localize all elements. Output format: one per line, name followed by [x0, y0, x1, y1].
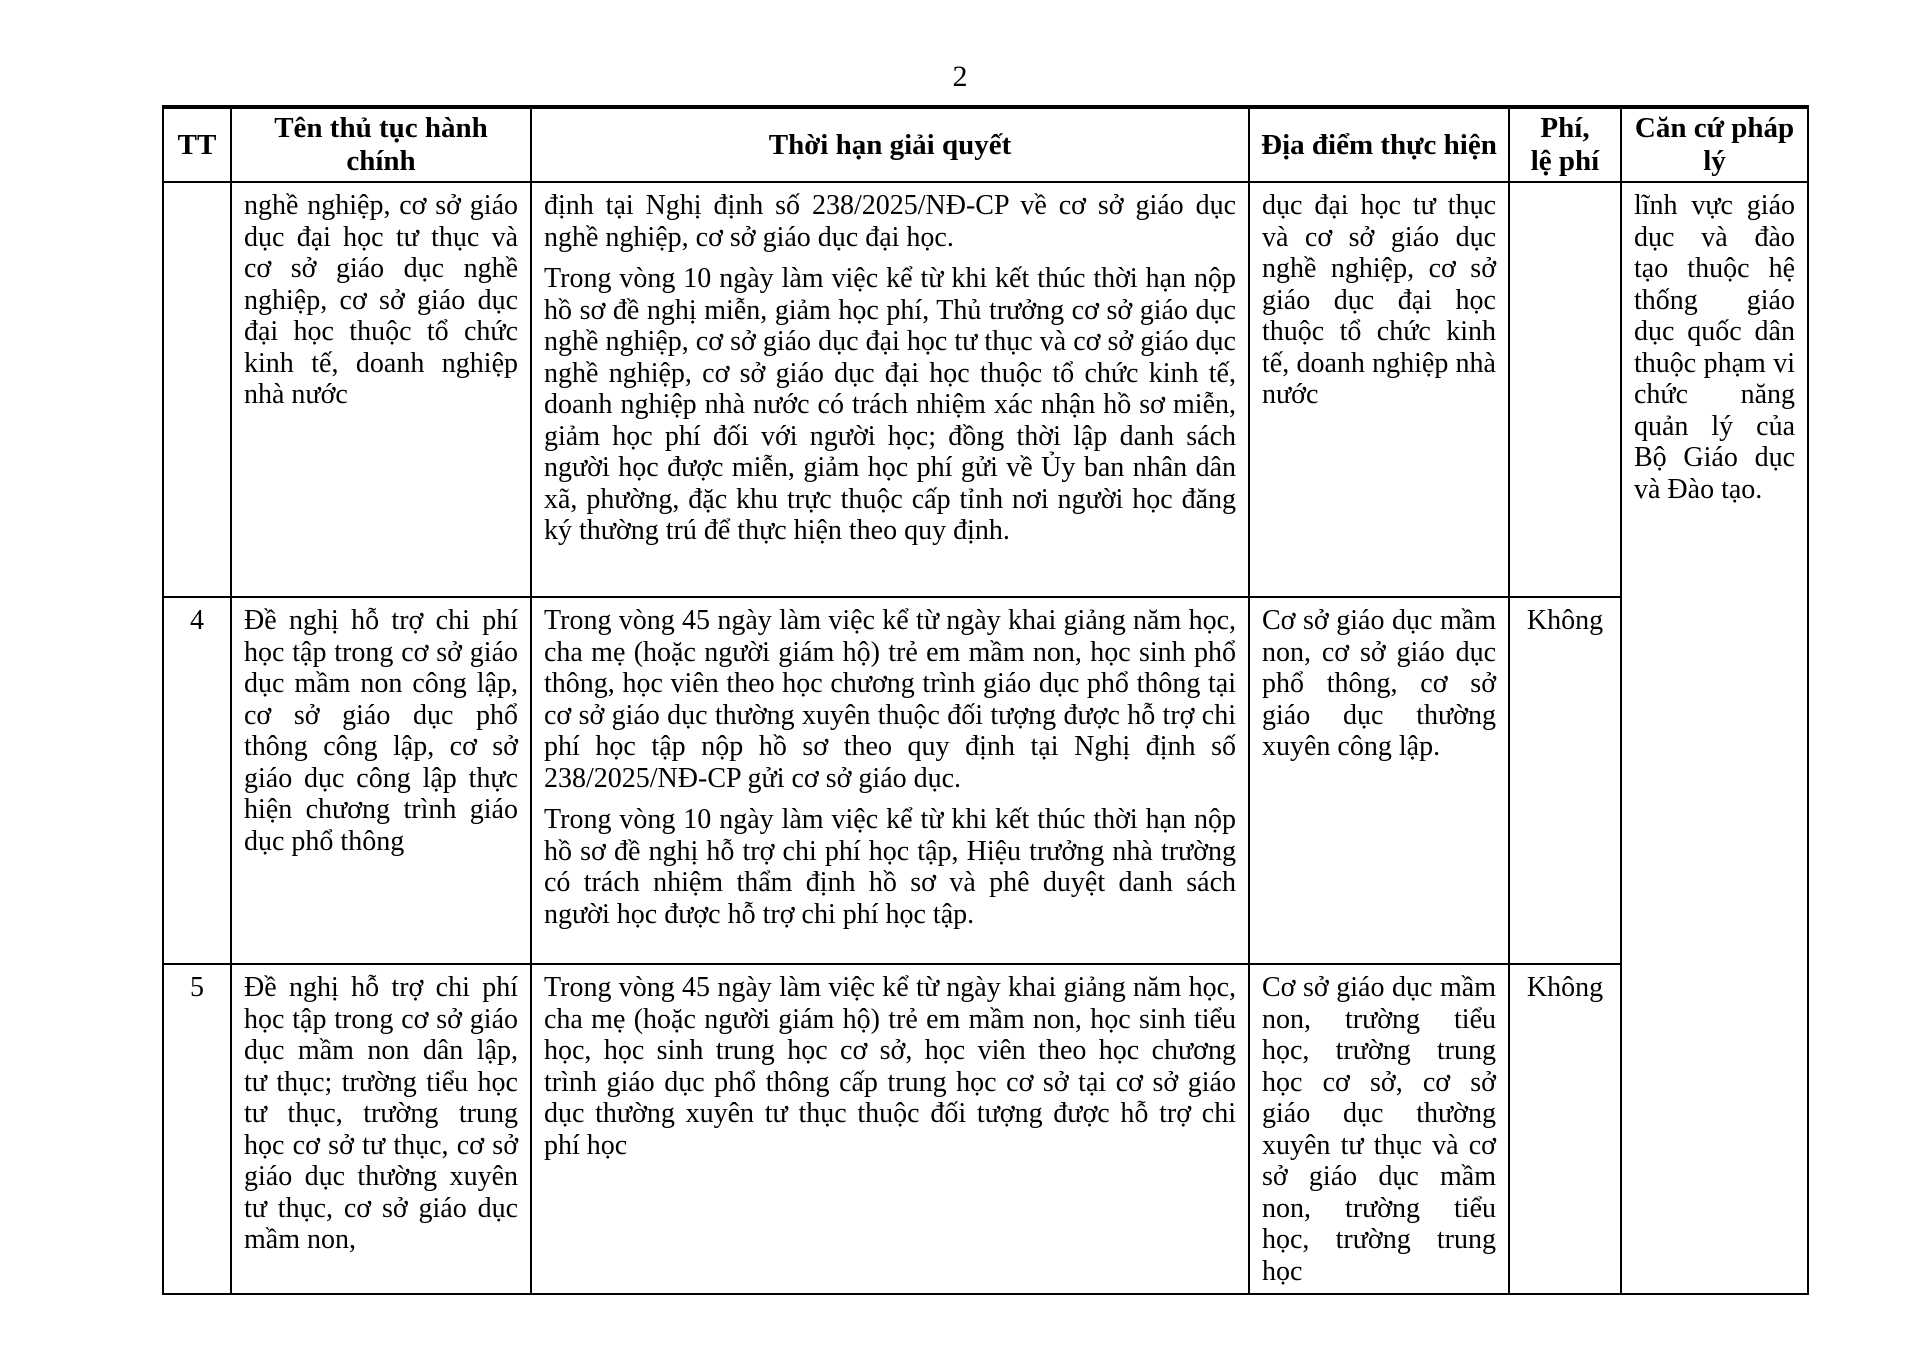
procedure-name-text: Đề nghị hỗ trợ chi phí học tập trong cơ sở giáo dục mầm non dân lập, tư thục; trường tiểu học tư thục, trường trung học cơ sở tư thục, cơ sở giáo dục thường xuyên tư thục, cơ sở giáo dục mầm non, — [244, 972, 518, 1255]
resolution-time-paragraph: Trong vòng 45 ngày làm việc kể từ ngày khai giảng năm học, cha mẹ (hoặc người giám hộ) trẻ em mầm non, học sinh tiểu học, học sinh trung học cơ sở, học viên theo học chương trình giáo dục phổ thông cấp trung học cơ sở tại cơ sở giáo dục thường xuyên tư thục thuộc đối tượng được hỗ trợ chi phí học — [544, 972, 1236, 1161]
column-header-fee — [1509, 107, 1621, 182]
page-number: 2 — [952, 60, 968, 93]
resolution-time-paragraph: Trong vòng 45 ngày làm việc kể từ ngày khai giảng năm học, cha mẹ (hoặc người giám hộ) trẻ em mầm non, học sinh phổ thông, học viên theo học chương trình giáo dục phổ thông tại cơ sở giáo dục thường xuyên thuộc đối tượng được hỗ trợ chi phí học tập nộp hồ sơ theo quy định tại Nghị định số 238/2025/NĐ-CP gửi cơ sở giáo dục. — [544, 605, 1236, 794]
cell-tt: 5 — [163, 964, 231, 1294]
cell-tt — [163, 182, 231, 597]
cell-resolution-time — [531, 964, 1249, 1294]
column-header-procedure-name: Tên thủ tục hành chính — [231, 107, 531, 182]
column-header-resolution-time: Thời hạn giải quyết — [531, 107, 1249, 182]
table-row-continuation — [163, 182, 1808, 597]
procedures-table — [162, 105, 1809, 1295]
cell-place — [1249, 964, 1509, 1294]
cell-place — [1249, 182, 1509, 597]
cell-resolution-time — [531, 597, 1249, 964]
place-text: dục đại học tư thục và cơ sở giáo dục nghề nghiệp, cơ sở giáo dục đại học thuộc tổ chức kinh tế, doanh nghiệp nhà nước — [1262, 190, 1496, 410]
resolution-time-paragraph: định tại Nghị định số 238/2025/NĐ-CP về cơ sở giáo dục nghề nghiệp, cơ sở giáo dục đại học. — [544, 190, 1236, 253]
cell-place — [1249, 597, 1509, 964]
cell-resolution-time — [531, 182, 1249, 597]
place-text: Cơ sở giáo dục mầm non, trường tiểu học, trường trung học cơ sở, cơ sở giáo dục thường xuyên tư thục và cơ sở giáo dục mầm non, trường tiểu học, trường trung học — [1262, 972, 1496, 1287]
place-text: Cơ sở giáo dục mầm non, cơ sở giáo dục phổ thông, cơ sở giáo dục thường xuyên công lập. — [1262, 605, 1496, 762]
cell-tt: 4 — [163, 597, 231, 964]
cell-procedure-name — [231, 182, 531, 597]
column-header-tt: TT — [163, 107, 231, 182]
column-header-place: Địa điểm thực hiện — [1249, 107, 1509, 182]
cell-procedure-name — [231, 597, 531, 964]
table-row-4 — [163, 597, 1808, 964]
column-header-fee-line1: Phí, — [1540, 112, 1590, 144]
cell-fee: Không — [1509, 597, 1621, 964]
cell-procedure-name — [231, 964, 531, 1294]
cell-legal-basis — [1621, 182, 1808, 1294]
table-row-5 — [163, 964, 1808, 1294]
column-header-legal-basis: Căn cứ pháp lý — [1621, 107, 1808, 182]
cell-fee — [1509, 182, 1621, 597]
table-header-row — [163, 107, 1808, 182]
column-header-fee-line2: lệ phí — [1530, 145, 1600, 177]
resolution-time-paragraph: Trong vòng 10 ngày làm việc kể từ khi kết thúc thời hạn nộp hồ sơ đề nghị miễn, giảm học phí, Thủ trưởng cơ sở giáo dục nghề nghiệp, cơ sở giáo dục đại học tư thục và cơ sở giáo dục nghề nghiệp, cơ sở giáo dục đại học thuộc tổ chức kinh tế, doanh nghiệp nhà nước có trách nhiệm xác nhận hồ sơ miễn, giảm học phí đối với người học; đồng thời lập danh sách người học được miễn, giảm học phí gửi về Ủy ban nhân dân xã, phường, đặc khu trực thuộc cấp tỉnh nơi người học đăng ký thường trú để thực hiện theo quy định. — [544, 263, 1236, 546]
cell-fee: Không — [1509, 964, 1621, 1294]
procedure-name-text: Đề nghị hỗ trợ chi phí học tập trong cơ sở giáo dục mầm non công lập, cơ sở giáo dục phổ thông công lập, cơ sở giáo dục công lập thực hiện chương trình giáo dục phổ thông — [244, 605, 518, 857]
resolution-time-paragraph: Trong vòng 10 ngày làm việc kể từ khi kết thúc thời hạn nộp hồ sơ đề nghị hỗ trợ chi phí học tập, Hiệu trưởng nhà trường có trách nhiệm thẩm định hồ sơ và phê duyệt danh sách người học được hỗ trợ chi phí học tập. — [544, 804, 1236, 930]
procedure-name-text: nghề nghiệp, cơ sở giáo dục đại học tư thục và cơ sở giáo dục nghề nghiệp, cơ sở giáo dục đại học thuộc tổ chức kinh tế, doanh nghiệp nhà nước — [244, 190, 518, 410]
legal-basis-text: lĩnh vực giáo dục và đào tạo thuộc hệ thống giáo dục quốc dân thuộc phạm vi chức năng quản lý của Bộ Giáo dục và Đào tạo. — [1634, 190, 1795, 505]
